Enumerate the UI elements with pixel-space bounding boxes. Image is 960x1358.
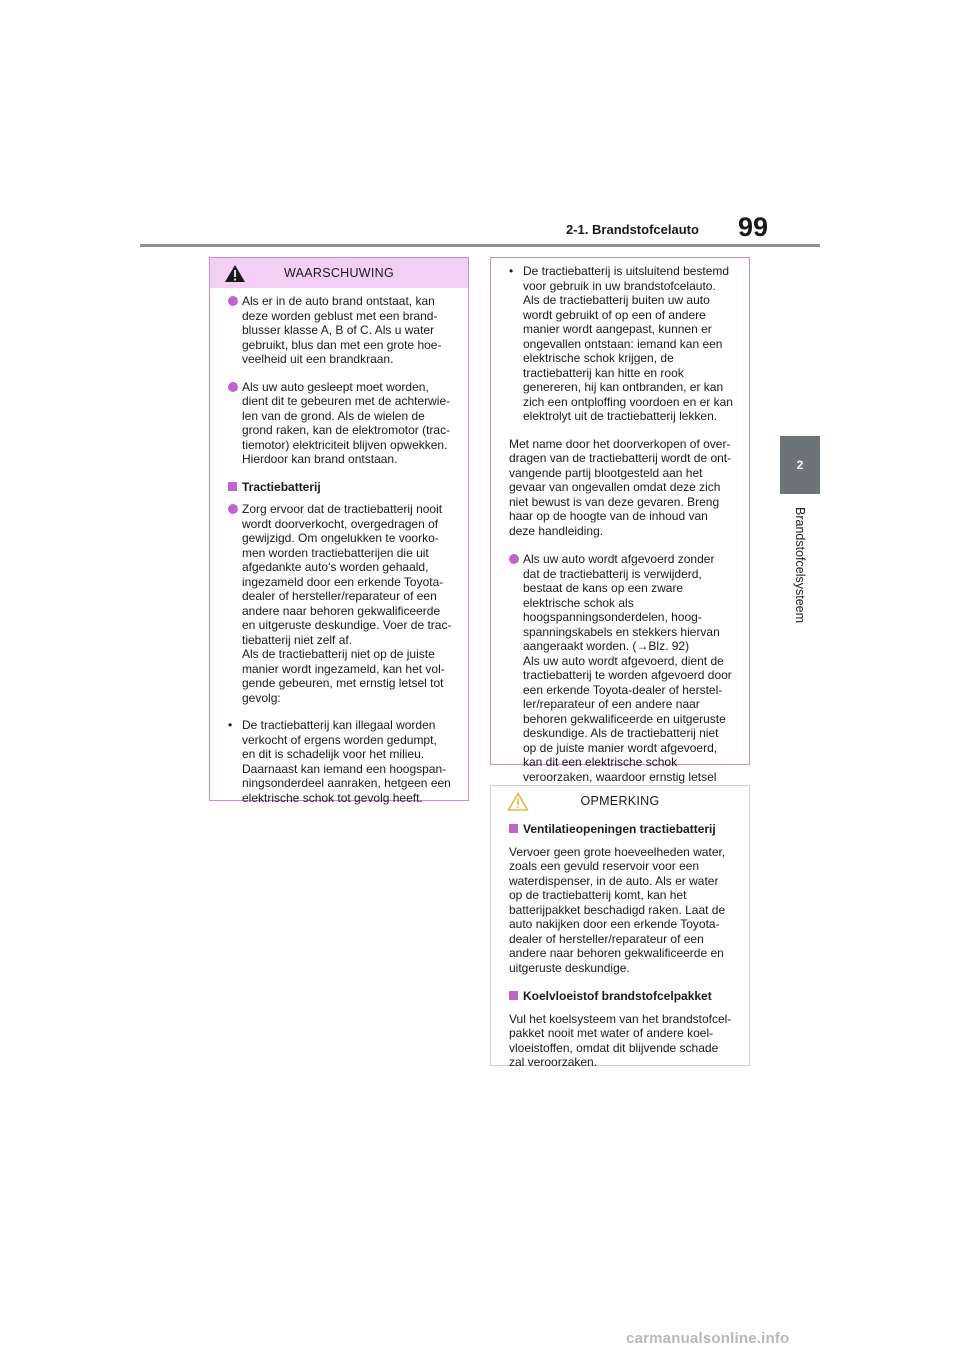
circle-bullet-icon (228, 380, 242, 467)
chapter-number: 2 (796, 458, 804, 472)
chapter-title-text: Brandstofcelsysteem (793, 506, 807, 624)
warning-item (228, 294, 452, 367)
warning-box (209, 257, 469, 805)
watermark: carmanualsonline.info (626, 1330, 790, 1347)
caution-triangle-icon (507, 792, 529, 811)
warning-header (210, 258, 468, 288)
square-bullet-icon (228, 480, 242, 499)
subheading: Tractiebatterij (242, 479, 321, 494)
note-header (491, 786, 749, 816)
warning-cont-content (491, 258, 749, 799)
subheading: Ventilatieopeningen tractiebatterij (523, 822, 716, 836)
note-box (490, 785, 750, 1069)
circle-bullet-icon (228, 294, 242, 367)
subheading-item (228, 480, 452, 499)
warning-triangle-icon (224, 264, 246, 283)
subheading: Koelvloeistof brandstofcelpakket (523, 989, 712, 1003)
note-content (491, 816, 749, 1070)
circle-bullet-icon (228, 502, 242, 705)
warning-item-text (523, 552, 733, 799)
subheading-item (509, 822, 733, 841)
dot-item (228, 718, 452, 805)
warning-box-continued (490, 257, 750, 784)
warning-item (509, 552, 733, 799)
warning-item-text-b: Als uw auto wordt afgevoerd, dient de tractiebatterij te worden afgevoerd door een erkende Toyota-dealer of hersteller/reparateur of een andere naar behoren gekwalificeerde en uitgeruste deskundige. Als de tractiebatterij niet op de juiste manier wordt afgevoerd, kan dit een elektrische schok veroorzaken, waardoor ernstig letsel (523, 653, 732, 784)
dot-item-text: De tractiebatterij is uitsluitend bestemd voor gebruik in uw brandstofcelauto. Als de tractiebatterij buiten uw auto wordt gebruikt of op een of andere manier wordt aangepast, kunnen er ongevallen ontstaan: iemand kan een elektrische schok krijgen, de tractiebatterij kan hitte en rook genereren, hij kan ontbranden, er kan zich een ontploffing voordoen en er kan elektrolyt uit de tractiebatterij lekken. (523, 264, 733, 423)
circle-bullet-icon (509, 552, 523, 799)
chapter-tab (780, 436, 820, 494)
page-number: 99 (738, 212, 769, 242)
warning-item (228, 502, 452, 705)
dot-bullet-icon: • (509, 264, 514, 278)
square-bullet-icon (509, 989, 523, 1008)
dot-bullet-icon: • (228, 718, 233, 732)
warning-item-text-b: Als de tractiebatterij niet op de juiste manier wordt ingezameld, kan het volgende gebeuren, met ernstig letsel tot gevolg: (242, 647, 445, 705)
warning-item-text (242, 502, 452, 705)
note-paragraph: Vul het koelsysteem van het brandstofcelpakket nooit met water of andere koelvloeistoffen, omdat dit blijvende schade zal veroorzaken. (509, 1011, 732, 1069)
warning-paragraph: Met name door het doorverkopen of overdragen van de tractiebatterij wordt de ontvangende partij blootgesteld aan het gevaar van ongevallen omdat deze zich niet bewust is van deze gevaren. Breng haar op de hoogte van de inhoud van deze handleiding. (509, 436, 732, 538)
note-paragraph: Vervoer geen grote hoeveelheden water, zoals een gevuld reservoir voor een waterdispenser, in de auto. Als er water op de tractiebatterij komt, kan het batterijpakket beschadigd raken. Laat de auto nakijken door een erkende Toyota-dealer of hersteller/reparateur of een andere naar behoren gekwalificeerde en uitgeruste deskundige. (509, 844, 726, 975)
subheading-item (509, 989, 733, 1008)
warning-item-text: Als er in de auto brand ontstaat, kan deze worden geblust met een brandblusser klasse A, B of C. Als u water gebruikt, blus dan met een grote hoeveelheid uit een brandkraan. (242, 294, 442, 366)
header-rule (140, 244, 820, 247)
square-bullet-icon (509, 822, 523, 841)
warning-item (228, 380, 452, 467)
warning-item-text-a: Zorg ervoor dat de tractiebatterij nooit wordt doorverkocht, overgedragen of gewijzigd. Om ongelukken te voorkomen worden tractiebatterijen die uit afgedankte auto's worden gehaald, ingezameld door een erkende Toyota-dealer of hersteller/reparateur of een andere naar behoren gekwalificeerde en uitgeruste deskundige. Voer de tractiebatterij niet zelf af. (242, 502, 452, 647)
chapter-title (760, 505, 840, 625)
dot-item (509, 264, 733, 424)
note-title: OPMERKING (580, 794, 660, 808)
warning-content (210, 288, 468, 805)
warning-item-text-a: Als uw auto wordt afgevoerd zonder dat de tractiebatterij is verwijderd, bestaat de kans op een zware elektrische schok als hoogspanningsonderdelen, hoogspanningskabels en stekkers hiervan aangeraakt worden. (→Blz. 92) (523, 552, 720, 653)
warning-item-text: Als uw auto gesleept moet worden, dient dit te gebeuren met de achterwielen van de grond. Als de wielen de grond raken, kan de elektromotor (tractiemotor) elektriciteit blijven opwekken. Hierdoor kan brand ontstaan. (242, 379, 451, 466)
dot-item-text: De tractiebatterij kan illegaal worden verkocht of ergens worden gedumpt, en dit is schadelijk voor het milieu. Daarnaast kan iemand een hoogspanningsonderdeel aanraken, hetgeen een elektrische schok tot gevolg heeft. (242, 718, 451, 805)
section-title: 2-1. Brandstofcelauto (566, 222, 699, 237)
warning-title: WAARSCHUWING (283, 266, 395, 280)
